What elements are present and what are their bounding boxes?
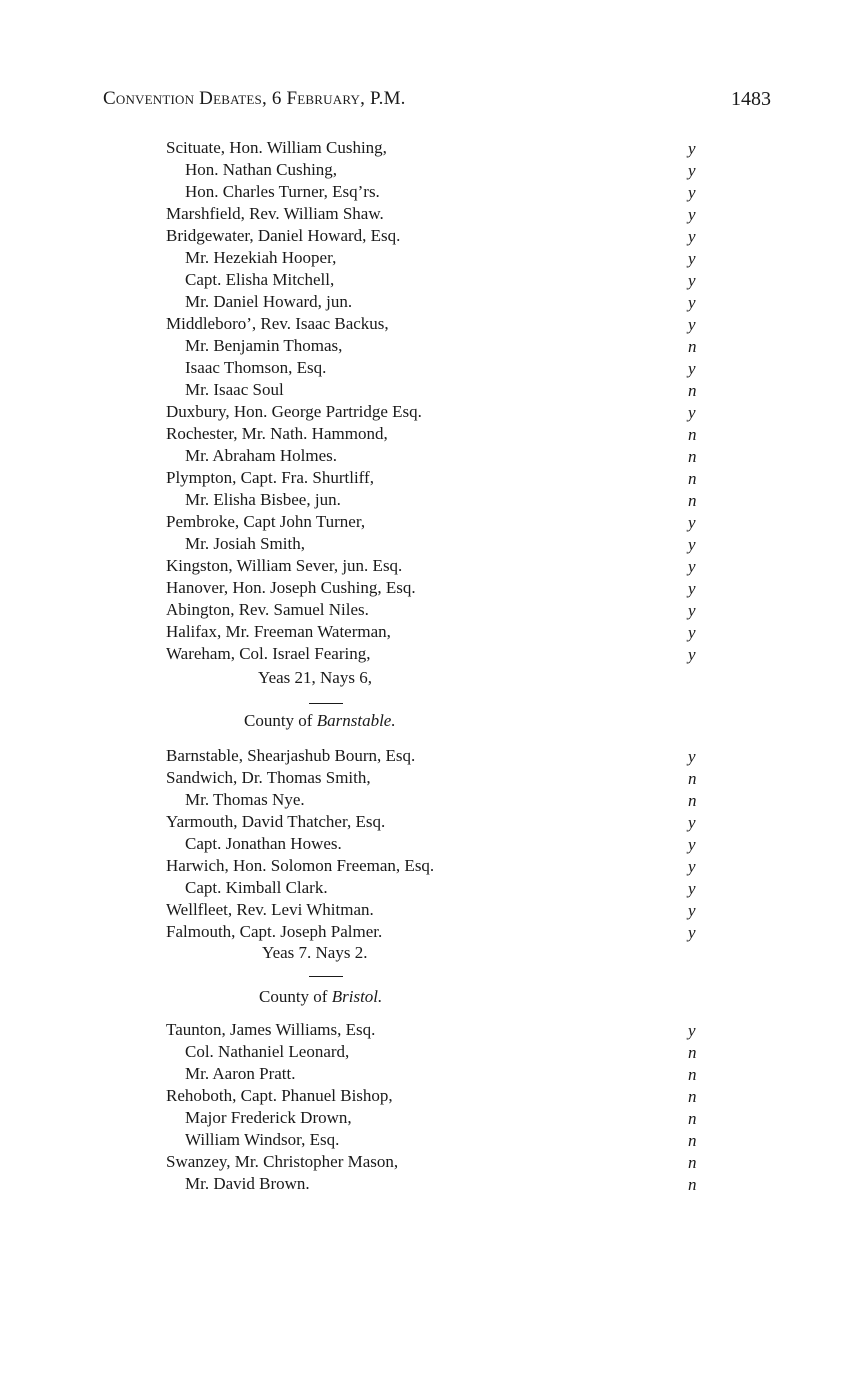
vote-row (166, 643, 706, 665)
vote-row (166, 203, 706, 225)
vote-mark: y (688, 835, 696, 854)
vote-row (166, 137, 706, 159)
vote-mark: y (688, 747, 696, 766)
delegate-name: Wellfleet, Rev. Levi Whitman. (166, 900, 374, 919)
delegate-name: Taunton, James Williams, Esq. (166, 1020, 376, 1039)
delegate-name: Mr. Thomas Nye. (185, 790, 305, 809)
vote-row (166, 1129, 706, 1151)
vote-row (166, 423, 706, 445)
vote-row (166, 855, 706, 877)
vote-mark: n (688, 1109, 697, 1128)
vote-row (166, 225, 706, 247)
vote-row (166, 247, 706, 269)
vote-row (166, 445, 706, 467)
vote-mark: y (688, 879, 696, 898)
vote-row (166, 833, 706, 855)
delegate-name: Capt. Kimball Clark. (185, 878, 328, 897)
delegate-name: Hanover, Hon. Joseph Cushing, Esq. (166, 578, 416, 597)
delegate-name: Harwich, Hon. Solomon Freeman, Esq. (166, 856, 435, 875)
vote-mark: y (688, 403, 696, 422)
delegate-name: Marshfield, Rev. William Shaw. (166, 204, 384, 223)
vote-row (166, 357, 706, 379)
vote-row (166, 489, 706, 511)
vote-mark: n (688, 469, 697, 488)
county-heading-name: Bristol. (331, 987, 383, 1006)
vote-list-plymouth (166, 137, 706, 665)
vote-row (166, 533, 706, 555)
delegate-name: Mr. Benjamin Thomas, (185, 336, 343, 355)
delegate-name: Barnstable, Shearjashub Bourn, Esq. (166, 746, 416, 765)
delegate-name: Plympton, Capt. Fra. Shurtliff, (166, 468, 374, 487)
vote-mark: y (688, 161, 696, 180)
vote-mark: n (688, 447, 697, 466)
delegate-name: Swanzey, Mr. Christopher Mason, (166, 1152, 399, 1171)
delegate-name: Mr. Aaron Pratt. (185, 1064, 296, 1083)
county-heading-prefix: County of (244, 711, 317, 730)
vote-mark: y (688, 249, 696, 268)
vote-mark: y (688, 557, 696, 576)
vote-row (166, 599, 706, 621)
delegate-name: Falmouth, Capt. Joseph Palmer. (166, 922, 383, 941)
delegate-name: Mr. Elisha Bisbee, jun. (185, 490, 341, 509)
tally-plymouth: Yeas 21, Nays 6, (258, 668, 372, 687)
vote-mark: y (688, 293, 696, 312)
delegate-name: Mr. Abraham Holmes. (185, 446, 338, 465)
delegate-name: Duxbury, Hon. George Partridge Esq. (166, 402, 422, 421)
vote-mark: n (688, 491, 697, 510)
vote-row (166, 1063, 706, 1085)
delegate-name: Mr. David Brown. (185, 1174, 310, 1193)
vote-row (166, 379, 706, 401)
vote-row (166, 621, 706, 643)
delegate-name: Rehoboth, Capt. Phanuel Bishop, (166, 1086, 393, 1105)
delegate-name: Mr. Josiah Smith, (185, 534, 305, 553)
vote-mark: y (688, 1021, 696, 1040)
vote-mark: n (688, 769, 697, 788)
vote-mark: n (688, 1065, 697, 1084)
vote-row (166, 1085, 706, 1107)
delegate-name: Mr. Isaac Soul (185, 380, 284, 399)
vote-mark: n (688, 1087, 697, 1106)
delegate-name: Scituate, Hon. William Cushing, (166, 138, 387, 157)
vote-mark: y (688, 601, 696, 620)
vote-mark: y (688, 645, 696, 664)
delegate-name: Wareham, Col. Israel Fearing, (166, 644, 371, 663)
tally-barnstable: Yeas 7. Nays 2. (262, 943, 368, 962)
section-rule (309, 703, 343, 704)
vote-mark: n (688, 381, 697, 400)
vote-mark: n (688, 1153, 697, 1172)
delegate-name: Mr. Hezekiah Hooper, (185, 248, 337, 267)
vote-mark: n (688, 337, 697, 356)
vote-row (166, 313, 706, 335)
delegate-name: Capt. Jonathan Howes. (185, 834, 342, 853)
vote-mark: y (688, 923, 696, 942)
vote-mark: y (688, 857, 696, 876)
vote-mark: y (688, 513, 696, 532)
vote-row (166, 899, 706, 921)
delegate-name: Abington, Rev. Samuel Niles. (166, 600, 369, 619)
vote-mark: y (688, 183, 696, 202)
page-number: 1483 (731, 88, 771, 110)
vote-mark: y (688, 579, 696, 598)
vote-mark: y (688, 227, 696, 246)
delegate-name: Mr. Daniel Howard, jun. (185, 292, 353, 311)
vote-mark: y (688, 535, 696, 554)
vote-row (166, 1107, 706, 1129)
vote-mark: n (688, 425, 697, 444)
vote-mark: y (688, 359, 696, 378)
delegate-name: Pembroke, Capt John Turner, (166, 512, 366, 531)
vote-mark: n (688, 1043, 697, 1062)
vote-row (166, 335, 706, 357)
vote-row (166, 1173, 706, 1195)
delegate-name: William Windsor, Esq. (185, 1130, 340, 1149)
running-head-title: Convention Debates, 6 February, P.M. (103, 88, 406, 109)
county-heading-barnstable (244, 711, 396, 731)
vote-mark: y (688, 901, 696, 920)
vote-row (166, 789, 706, 811)
vote-mark: y (688, 315, 696, 334)
delegate-name: Isaac Thomson, Esq. (185, 358, 327, 377)
vote-row (166, 1019, 706, 1041)
delegate-name: Capt. Elisha Mitchell, (185, 270, 335, 289)
county-heading-bristol (259, 987, 382, 1007)
vote-row (166, 269, 706, 291)
vote-row (166, 181, 706, 203)
vote-mark: n (688, 1131, 697, 1150)
delegate-name: Rochester, Mr. Nath. Hammond, (166, 424, 388, 443)
vote-mark: n (688, 1175, 697, 1194)
delegate-name: Kingston, William Sever, jun. Esq. (166, 556, 403, 575)
delegate-name: Middleboro’, Rev. Isaac Backus, (166, 314, 389, 333)
delegate-name: Bridgewater, Daniel Howard, Esq. (166, 226, 401, 245)
delegate-name: Major Frederick Drown, (185, 1108, 352, 1127)
vote-mark: y (688, 205, 696, 224)
delegate-name: Hon. Nathan Cushing, (185, 160, 338, 179)
county-heading-name: Barnstable. (316, 711, 396, 730)
vote-row (166, 811, 706, 833)
vote-mark: y (688, 813, 696, 832)
vote-row (166, 745, 706, 767)
vote-mark: y (688, 139, 696, 158)
vote-row (166, 877, 706, 899)
vote-mark: n (688, 791, 697, 810)
vote-list-bristol (166, 1019, 706, 1195)
vote-row (166, 467, 706, 489)
delegate-name: Hon. Charles Turner, Esq’rs. (185, 182, 380, 201)
delegate-name: Sandwich, Dr. Thomas Smith, (166, 768, 371, 787)
vote-mark: y (688, 623, 696, 642)
delegate-name: Halifax, Mr. Freeman Waterman, (166, 622, 391, 641)
running-head (103, 88, 771, 114)
vote-row (166, 401, 706, 423)
vote-row (166, 1151, 706, 1173)
county-heading-prefix: County of (259, 987, 332, 1006)
vote-row (166, 511, 706, 533)
vote-row (166, 1041, 706, 1063)
delegate-name: Yarmouth, David Thatcher, Esq. (166, 812, 386, 831)
vote-row (166, 555, 706, 577)
vote-row (166, 767, 706, 789)
vote-list-barnstable (166, 745, 706, 943)
vote-row (166, 577, 706, 599)
vote-row (166, 159, 706, 181)
vote-row (166, 291, 706, 313)
section-rule (309, 976, 343, 977)
delegate-name: Col. Nathaniel Leonard, (185, 1042, 350, 1061)
vote-row (166, 921, 706, 943)
vote-mark: y (688, 271, 696, 290)
